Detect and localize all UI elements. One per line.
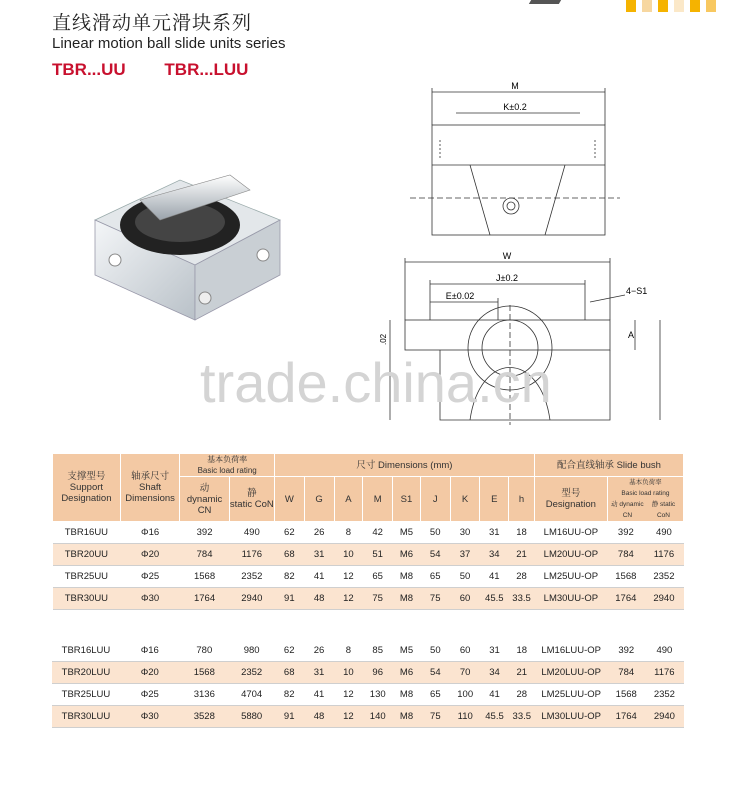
table-cell: 780 (180, 640, 229, 662)
col-shaft: 轴承尺寸 Shaft Dimensions (120, 454, 180, 522)
table-cell: 12 (334, 684, 363, 706)
table-cell: M8 (393, 706, 421, 728)
table-cell: Φ30 (120, 706, 180, 728)
table-cell: M6 (393, 544, 421, 566)
watermark: trade.china.cn (200, 351, 552, 414)
table-cell: 10 (334, 662, 363, 684)
table-cell: 41 (304, 566, 334, 588)
table-cell: 48 (304, 706, 334, 728)
table-row (52, 662, 684, 684)
table-cell: 82 (274, 566, 304, 588)
table-cell: TBR25LUU (52, 684, 120, 706)
table-cell: Φ30 (120, 588, 180, 610)
table-row (53, 544, 684, 566)
table-cell: 12 (334, 588, 363, 610)
table-cell: M8 (393, 566, 421, 588)
table-cell: 50 (420, 522, 450, 544)
table-cell: TBR16LUU (52, 640, 120, 662)
dim-label-j: J±0.2 (496, 273, 518, 283)
col-bush-model: 型号 Designation (534, 477, 607, 522)
table-cell: LM30UU-OP (534, 588, 607, 610)
col-a: A (334, 477, 363, 522)
table-cell: 100 (450, 684, 480, 706)
table-cell: 1568 (180, 566, 229, 588)
table-row (52, 640, 684, 662)
spec-table-luu (52, 640, 684, 728)
table-cell: 784 (607, 544, 644, 566)
table-cell: 34 (480, 662, 509, 684)
table-cell: 8 (334, 640, 363, 662)
table-cell: LM25UU-OP (534, 566, 607, 588)
table-cell: 1176 (229, 544, 274, 566)
product-photo (85, 160, 295, 325)
table-cell: 41 (304, 684, 334, 706)
title-chinese: 直线滑动单元滑块系列 (52, 13, 253, 34)
table-cell: Φ25 (120, 684, 180, 706)
table-cell: M5 (393, 640, 421, 662)
corner-line (529, 0, 561, 4)
col-dynamic: 动 dynamic CN (180, 477, 229, 522)
table-cell: LM25LUU-OP (535, 684, 608, 706)
table-row (52, 706, 684, 728)
table-cell: 31 (304, 544, 334, 566)
table-cell: 62 (274, 640, 304, 662)
table-cell: 140 (363, 706, 393, 728)
table-cell: 85 (363, 640, 393, 662)
col-static: 静 static CoN (229, 477, 274, 522)
table-cell: 91 (274, 706, 304, 728)
table-cell: 28 (509, 566, 535, 588)
col-g: G (304, 477, 334, 522)
table-cell: 30 (450, 522, 480, 544)
col-load: 基本负荷率 Basic load rating (180, 454, 275, 477)
table-cell: 41 (480, 566, 509, 588)
dim-label-e: E±0.02 (445, 291, 475, 301)
table-row (53, 588, 684, 610)
table-cell: 51 (363, 544, 393, 566)
dim-label-w: W (502, 251, 512, 261)
table-cell: 110 (450, 706, 480, 728)
table-cell: 68 (274, 544, 304, 566)
table-cell: 26 (304, 522, 334, 544)
table-cell: 60 (450, 588, 480, 610)
table-cell: 18 (509, 522, 535, 544)
table-cell: 980 (229, 640, 274, 662)
table-cell: 1176 (644, 544, 683, 566)
table-cell: 60 (450, 640, 480, 662)
table-cell: 37 (450, 544, 480, 566)
table-cell: 28 (509, 684, 535, 706)
col-m: M (363, 477, 393, 522)
table-cell: Φ16 (120, 640, 180, 662)
table-row (52, 684, 684, 706)
table-cell: 8 (334, 522, 363, 544)
table-cell: 2940 (229, 588, 274, 610)
table-cell: 33.5 (509, 588, 535, 610)
table-cell: M5 (393, 522, 421, 544)
table-cell: 26 (304, 640, 334, 662)
col-j: J (420, 477, 450, 522)
table-cell: 392 (608, 640, 645, 662)
spec-table-uu (52, 453, 684, 610)
table-cell: TBR20UU (53, 544, 121, 566)
table-cell: 75 (420, 588, 450, 610)
table-cell: 1764 (180, 588, 229, 610)
dim-label-tol: .02 (379, 333, 388, 345)
dim-label-s1: 4−S1 (626, 286, 648, 296)
dim-label-a: A (628, 330, 635, 340)
table-cell: Φ20 (120, 662, 180, 684)
table-cell: 490 (645, 640, 684, 662)
table-cell: 96 (363, 662, 393, 684)
model-series (52, 60, 282, 80)
table-cell: 50 (450, 566, 480, 588)
table-cell: 1764 (608, 706, 645, 728)
table-cell: 75 (363, 588, 393, 610)
table-cell: 91 (274, 588, 304, 610)
col-support: 支撑型号 Support Designation (53, 454, 121, 522)
table-cell: LM20UU-OP (534, 544, 607, 566)
table-cell: 82 (274, 684, 304, 706)
table-row (53, 522, 684, 544)
table-cell: 31 (480, 522, 509, 544)
table-cell: 392 (180, 522, 229, 544)
table-cell: TBR25UU (53, 566, 121, 588)
table-cell: LM30LUU-OP (535, 706, 608, 728)
table-cell: 34 (480, 544, 509, 566)
table-cell: 31 (480, 640, 509, 662)
table-cell: 65 (420, 684, 450, 706)
table-cell: 3136 (180, 684, 229, 706)
table-cell: 41 (480, 684, 509, 706)
table-cell: TBR30LUU (52, 706, 120, 728)
table-cell: 33.5 (509, 706, 535, 728)
table-cell: 4704 (229, 684, 274, 706)
table-cell: 54 (420, 544, 450, 566)
table-cell: 18 (509, 640, 535, 662)
table-cell: LM16UU-OP (534, 522, 607, 544)
table-cell: 62 (274, 522, 304, 544)
table-cell: 65 (420, 566, 450, 588)
table-cell: TBR30UU (53, 588, 121, 610)
table-cell: 1176 (645, 662, 684, 684)
table-cell: 70 (450, 662, 480, 684)
table-cell: 48 (304, 588, 334, 610)
table-cell: 75 (420, 706, 450, 728)
table-cell: 1568 (607, 566, 644, 588)
table-cell: 21 (509, 662, 535, 684)
table-cell: 1764 (607, 588, 644, 610)
table-cell: 130 (363, 684, 393, 706)
table-cell: 50 (420, 640, 450, 662)
table-cell: 10 (334, 544, 363, 566)
table-cell: Φ16 (120, 522, 180, 544)
title-english: Linear motion ball slide units series (52, 35, 286, 52)
table-cell: TBR16UU (53, 522, 121, 544)
table-cell: 12 (334, 706, 363, 728)
table-cell: 784 (180, 544, 229, 566)
table-cell: 2940 (645, 706, 684, 728)
table-cell: 784 (608, 662, 645, 684)
table-cell: LM16LUU-OP (535, 640, 608, 662)
table-cell: Φ25 (120, 566, 180, 588)
table-cell: 54 (420, 662, 450, 684)
table-cell: TBR20LUU (52, 662, 120, 684)
table-cell: M8 (393, 684, 421, 706)
table-cell: 12 (334, 566, 363, 588)
table-cell: 5880 (229, 706, 274, 728)
col-w: W (274, 477, 304, 522)
table-cell: 490 (229, 522, 274, 544)
table-cell: 45.5 (480, 588, 509, 610)
table-cell: 2940 (644, 588, 683, 610)
table-cell: M6 (393, 662, 421, 684)
model-luu: TBR...LUU (164, 60, 249, 79)
table-cell: 1568 (608, 684, 645, 706)
col-bush: 配合直线轴承 Slide bush (534, 454, 683, 477)
dim-label-m: M (511, 81, 519, 91)
table-cell: 2352 (645, 684, 684, 706)
col-h: h (509, 477, 535, 522)
table-cell: 42 (363, 522, 393, 544)
col-dimensions: 尺寸 Dimensions (mm) (274, 454, 534, 477)
table-cell: LM20LUU-OP (535, 662, 608, 684)
table-cell: 2352 (229, 566, 274, 588)
table-cell: 490 (644, 522, 683, 544)
table-cell: 31 (304, 662, 334, 684)
table-cell: 392 (607, 522, 644, 544)
table-cell: Φ20 (120, 544, 180, 566)
table-cell: 45.5 (480, 706, 509, 728)
col-k: K (450, 477, 480, 522)
table-row (53, 566, 684, 588)
table-cell: 21 (509, 544, 535, 566)
table-cell: 2352 (229, 662, 274, 684)
dim-label-k: K±0.2 (503, 102, 527, 112)
model-uu: TBR...UU (52, 60, 126, 79)
col-bush-load: 基本负荷率 Basic load rating 动 dynamic CN静 static CoN (607, 477, 683, 522)
table-cell: 3528 (180, 706, 229, 728)
table-cell: 2352 (644, 566, 683, 588)
col-e: E (480, 477, 509, 522)
table-cell: M8 (393, 588, 421, 610)
table-cell: 65 (363, 566, 393, 588)
table-cell: 68 (274, 662, 304, 684)
col-s1: S1 (393, 477, 421, 522)
table-cell: 1568 (180, 662, 229, 684)
